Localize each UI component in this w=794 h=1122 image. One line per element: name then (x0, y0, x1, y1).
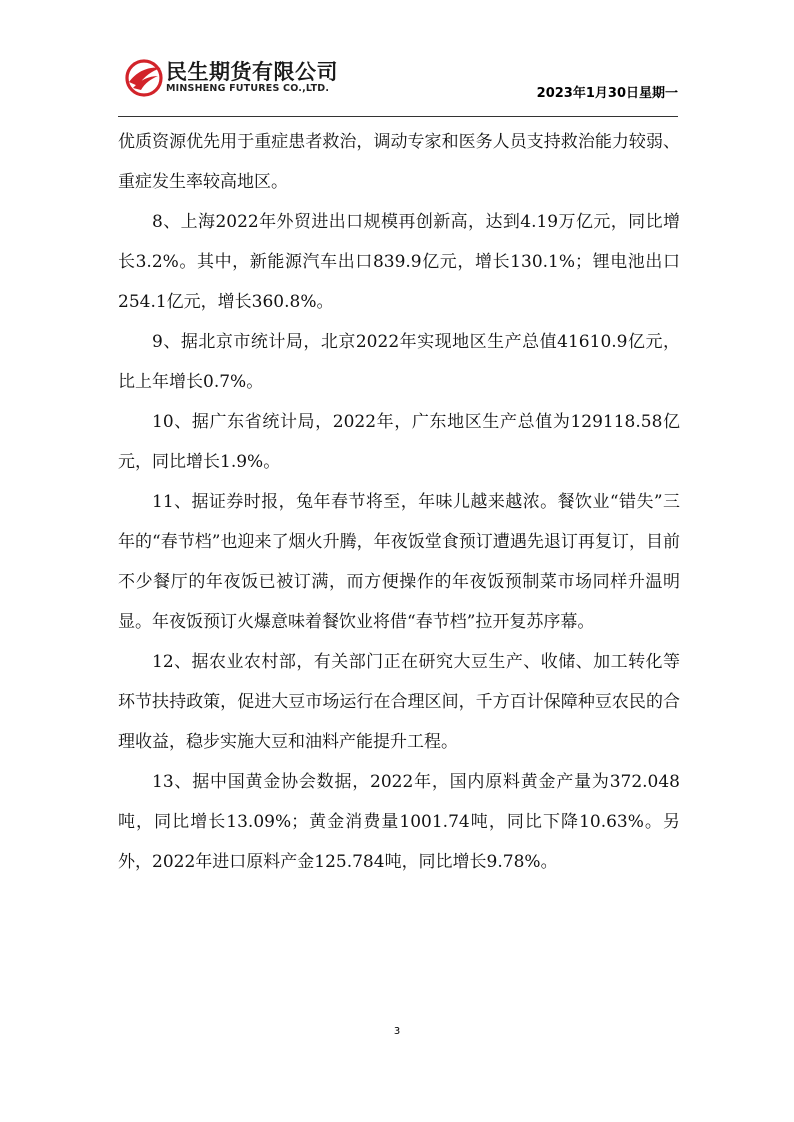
page-header (118, 52, 678, 118)
company-name-cn: 民生期货有限公司 (166, 60, 338, 84)
minsheng-logo-icon (124, 58, 164, 98)
news-item-9: 9、据北京市统计局，北京2022年实现地区生产总值41610.9亿元，比上年增长0.7%。 (118, 332, 680, 392)
page-number: 3 (393, 1026, 401, 1037)
report-date: 2023年1月30日星期一 (536, 86, 678, 101)
company-logo (118, 52, 378, 102)
paragraph-continued: 优质资源优先用于重症患者救治，调动专家和医务人员支持救治能力较弱、重症发生率较高地区。 (118, 132, 680, 192)
company-name-en: MINSHENG FUTURES CO.,LTD. (166, 83, 330, 94)
news-item-10: 10、据广东省统计局，2022年，广东地区生产总值为129118.58亿元，同比增长1.9%。 (118, 412, 680, 472)
header-divider (118, 116, 678, 117)
news-item-8: 8、上海2022年外贸进出口规模再创新高，达到4.19万亿元，同比增长3.2%。其中，新能源汽车出口839.9亿元，增长130.1%；锂电池出口254.1亿元，增长360.8%。 (118, 212, 680, 312)
news-item-12: 12、据农业农村部，有关部门正在研究大豆生产、收储、加工转化等环节扶持政策，促进大豆市场运行在合理区间，千方百计保障种豆农民的合理收益，稳步实施大豆和油料产能提升工程。 (118, 652, 680, 752)
news-item-13: 13、据中国黄金协会数据，2022年，国内原料黄金产量为372.048吨，同比增长13.09%；黄金消费量1001.74吨，同比下降10.63%。另外，2022年进口原料产金125.784吨，同比增长9.78%。 (118, 772, 680, 872)
news-item-11: 11、据证券时报，兔年春节将至，年味儿越来越浓。餐饮业“错失”三年的“春节档”也迎来了烟火升腾，年夜饭堂食预订遭遇先退订再复订，目前不少餐厅的年夜饭已被订满，而方便操作的年夜饭预制菜市场同样升温明显。年夜饭预订火爆意味着餐饮业将借“春节档”拉开复苏序幕。 (118, 492, 680, 632)
page-body (118, 122, 680, 882)
